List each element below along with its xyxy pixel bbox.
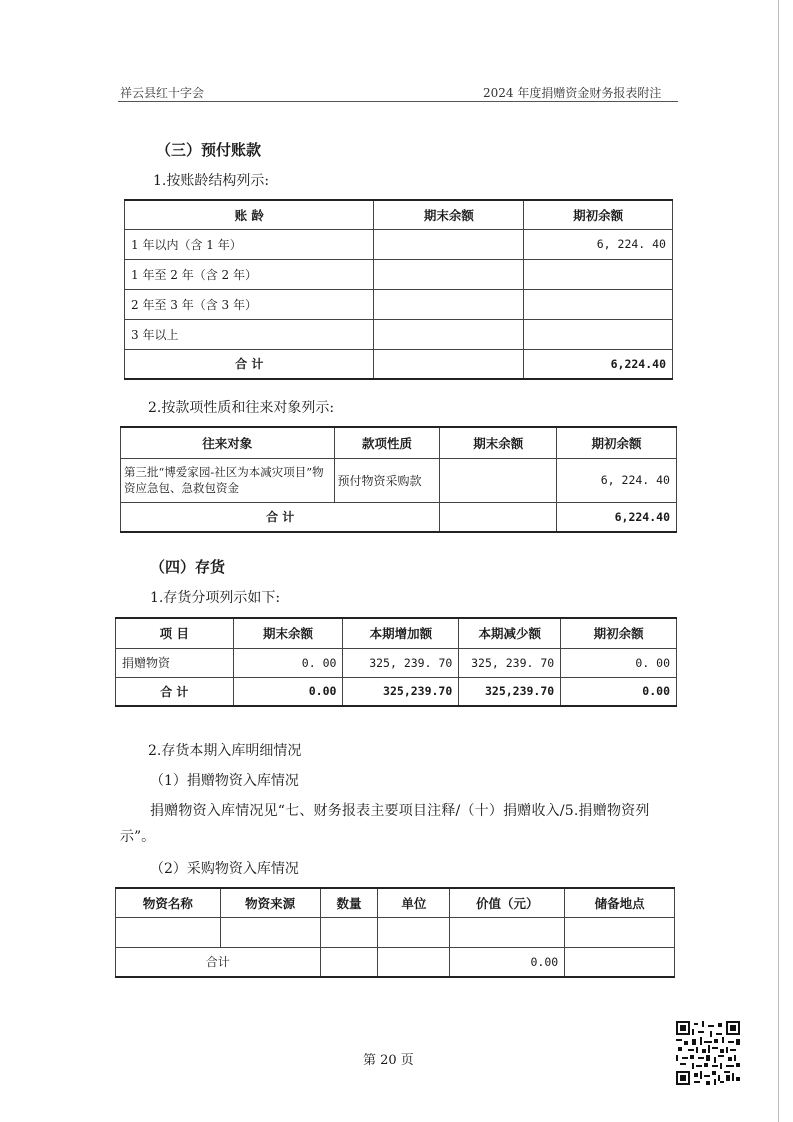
nature-table (120, 426, 677, 533)
col-header: 本期增加额 (343, 618, 459, 648)
table-total-row (116, 677, 677, 706)
qr-code-icon (676, 1021, 740, 1085)
counterparty-cell: 第三批“博爱家园-社区为本减灾项目”物资应急包、急救包资金 (121, 458, 335, 502)
table-cell: 325,239.70 (343, 677, 459, 706)
col-header: 期末余额 (233, 618, 343, 648)
col-header: 数量 (320, 888, 378, 917)
table-cell: 6, 224. 40 (524, 229, 673, 259)
table-cell (440, 458, 557, 502)
col-header: 往来对象 (121, 427, 335, 458)
table-cell (374, 319, 524, 349)
table-cell: 2 年至 3 年（含 3 年） (125, 289, 374, 319)
subsection-nature: 2.按款项性质和往来对象列示: (148, 400, 335, 416)
table-cell (320, 947, 378, 977)
col-header: 期末余额 (374, 200, 524, 229)
table-cell (440, 502, 557, 532)
table-cell (374, 289, 524, 319)
page-edge-line (778, 0, 779, 1122)
section-title-prepayments: （三）预付账款 (156, 141, 262, 159)
table-cell (524, 319, 673, 349)
table-cell (378, 947, 450, 977)
table-cell (320, 917, 378, 947)
table-cell (565, 917, 675, 947)
table-cell: 1 年至 2 年（含 2 年） (125, 259, 374, 289)
inventory-table (115, 617, 677, 707)
paragraph-line-1: 捐赠物资入库情况见“七、财务报表主要项目注释/（十）捐赠收入/5.捐赠物资列 (150, 803, 650, 819)
table-cell: 1 年以内（含 1 年） (125, 229, 374, 259)
col-header: 期初余额 (561, 618, 677, 648)
col-header: 单位 (378, 888, 450, 917)
table-row (116, 917, 675, 947)
table-cell: 0.00 (233, 677, 343, 706)
table-cell: 325, 239. 70 (459, 648, 561, 677)
table-cell (374, 229, 524, 259)
table-row (121, 458, 677, 502)
page-number: 第 20 页 (363, 1053, 414, 1068)
table-cell (450, 917, 565, 947)
table-row (125, 289, 673, 319)
table-cell: 325, 239. 70 (343, 648, 459, 677)
nature-cell: 预付物资采购款 (334, 458, 440, 502)
table-row (125, 319, 673, 349)
table-row (116, 648, 677, 677)
col-header: 物资来源 (220, 888, 320, 917)
section-title-inventory: （四）存货 (150, 558, 226, 576)
total-label: 合 计 (116, 677, 234, 706)
col-header: 物资名称 (116, 888, 221, 917)
table-cell: 0.00 (561, 677, 677, 706)
table-cell: 6, 224. 40 (557, 458, 677, 502)
table-cell (374, 349, 524, 379)
paragraph-line-2: 示”。 (120, 829, 156, 845)
subsection-inventory-items: 1.存货分项列示如下: (150, 590, 281, 606)
total-label: 合 计 (125, 349, 374, 379)
table-row (125, 229, 673, 259)
col-header: 期初余额 (524, 200, 673, 229)
col-header: 期末余额 (440, 427, 557, 458)
table-cell (116, 917, 221, 947)
table-cell: 0. 00 (233, 648, 343, 677)
col-header: 价值（元） (450, 888, 565, 917)
header-rule (118, 101, 678, 102)
total-label: 合计 (116, 947, 321, 977)
table-total-row (125, 349, 673, 379)
col-header: 项 目 (116, 618, 234, 648)
table-cell (378, 917, 450, 947)
subsection-purchased-inbound: （2）采购物资入库情况 (150, 861, 299, 877)
table-cell: 325,239.70 (459, 677, 561, 706)
table-cell (374, 259, 524, 289)
subsection-donated-inbound: （1）捐赠物资入库情况 (150, 773, 299, 789)
subsection-inbound-detail: 2.存货本期入库明细情况 (148, 743, 302, 759)
table-row (125, 259, 673, 289)
total-value: 0.00 (450, 947, 565, 977)
header-report-title: 2024 年度捐赠资金财务报表附注 (483, 86, 662, 100)
col-header: 期初余额 (557, 427, 677, 458)
purchase-table (115, 887, 675, 978)
table-cell: 3 年以上 (125, 319, 374, 349)
col-header: 款项性质 (334, 427, 440, 458)
table-total-row (116, 947, 675, 977)
aging-table (124, 199, 673, 380)
table-cell: 0. 00 (561, 648, 677, 677)
col-header: 账 龄 (125, 200, 374, 229)
table-total-row (121, 502, 677, 532)
total-value: 6,224.40 (524, 349, 673, 379)
subsection-aging: 1.按账龄结构列示: (153, 173, 270, 189)
table-cell (524, 259, 673, 289)
total-label: 合 计 (121, 502, 440, 532)
col-header: 储备地点 (565, 888, 675, 917)
col-header: 本期减少额 (459, 618, 561, 648)
table-cell: 捐赠物资 (116, 648, 234, 677)
table-cell (524, 289, 673, 319)
table-cell (565, 947, 675, 977)
total-value: 6,224.40 (557, 502, 677, 532)
header-org: 祥云县红十字会 (120, 86, 205, 100)
table-cell (220, 917, 320, 947)
